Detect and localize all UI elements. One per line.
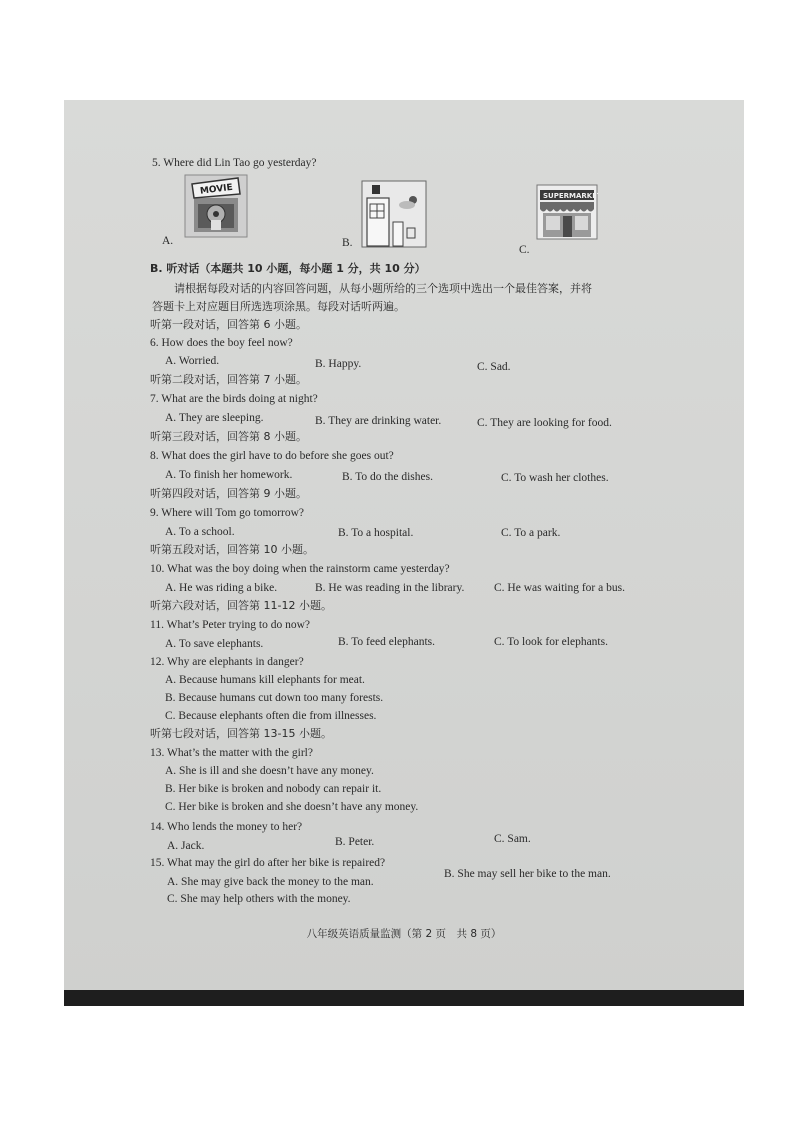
- dialogue-4-note: 听第四段对话，回答第 9 小题。: [150, 487, 307, 500]
- q8-option-b: B. To do the dishes.: [342, 471, 433, 483]
- q10-option-a: A. He was riding a bike.: [165, 582, 278, 594]
- q9-option-c: C. To a park.: [501, 527, 561, 539]
- svg-text:MOVIE: MOVIE: [199, 182, 234, 197]
- cinema-icon: [184, 174, 248, 238]
- option-a-label: A.: [162, 235, 174, 247]
- supermarket-icon: [536, 184, 598, 240]
- q7-option-c: C. They are looking for food.: [477, 417, 612, 429]
- q11-option-a: A. To save elephants.: [165, 638, 264, 650]
- q8-option-c: C. To wash her clothes.: [501, 472, 609, 484]
- question-13: 13. What’s the matter with the girl?: [150, 747, 313, 759]
- q9-option-b: B. To a hospital.: [338, 527, 414, 539]
- q15-option-c: C. She may help others with the money.: [167, 893, 351, 905]
- dialogue-6-note: 听第六段对话，回答第 11-12 小题。: [150, 599, 332, 612]
- question-11: 11. What’s Peter trying to do now?: [150, 619, 311, 631]
- question-12: 12. Why are elephants in danger?: [150, 656, 304, 668]
- q7-option-b: B. They are drinking water.: [315, 415, 442, 427]
- q11-option-b: B. To feed elephants.: [338, 636, 436, 648]
- question-10: 10. What was the boy doing when the rainstorm came yesterday?: [150, 563, 450, 575]
- dialogue-7-note: 听第七段对话，回答第 13-15 小题。: [150, 727, 332, 740]
- question-15: 15. What may the girl do after her bike is repaired?: [150, 857, 386, 869]
- exam-page: [64, 100, 744, 1006]
- question-7: 7. What are the birds doing at night?: [150, 393, 318, 405]
- q13-option-a: A. She is ill and she doesn’t have any money.: [165, 765, 374, 777]
- question-5: 5. Where did Lin Tao go yesterday?: [152, 157, 317, 169]
- scan-shadow-edge: [64, 990, 744, 1006]
- question-8: 8. What does the girl have to do before she goes out?: [150, 450, 394, 462]
- option-b-label: B.: [342, 237, 353, 249]
- q10-option-c: C. He was waiting for a bus.: [494, 582, 625, 594]
- question-6: 6. How does the boy feel now?: [150, 337, 293, 349]
- q12-option-c: C. Because elephants often die from illnesses.: [165, 710, 377, 722]
- q15-option-a: A. She may give back the money to the man.: [167, 876, 374, 888]
- dialogue-3-note: 听第三段对话，回答第 8 小题。: [150, 430, 307, 443]
- q10-option-b: B. He was reading in the library.: [315, 582, 465, 594]
- q14-option-b: B. Peter.: [335, 836, 375, 848]
- q11-option-c: C. To look for elephants.: [494, 636, 608, 648]
- q6-option-a: A. Worried.: [165, 355, 220, 367]
- q13-option-b: B. Her bike is broken and nobody can repair it.: [165, 783, 382, 795]
- option-c-label: C.: [519, 244, 530, 256]
- section-b-instructions-line1: 请根据每段对话的内容回答问题，从每小题所给的三个选项中选出一个最佳答案，并将: [174, 282, 592, 295]
- section-b-instructions-line2: 答题卡上对应题目所选选项涂黑。每段对话听两遍。: [152, 300, 405, 313]
- dialogue-5-note: 听第五段对话，回答第 10 小题。: [150, 543, 314, 556]
- q12-option-a: A. Because humans kill elephants for meat.: [165, 674, 365, 686]
- question-9: 9. Where will Tom go tomorrow?: [150, 507, 304, 519]
- section-b-heading: B. 听对话（本题共 10 小题，每小题 1 分，共 10 分）: [150, 262, 426, 275]
- q15-option-b: B. She may sell her bike to the man.: [444, 868, 611, 880]
- q14-option-c: C. Sam.: [494, 833, 531, 845]
- q8-option-a: A. To finish her homework.: [165, 469, 293, 481]
- q14-option-a: A. Jack.: [167, 840, 205, 852]
- dialogue-2-note: 听第二段对话，回答第 7 小题。: [150, 373, 307, 386]
- svg-text:SUPERMARKET: SUPERMARKET: [543, 192, 598, 200]
- q7-option-a: A. They are sleeping.: [165, 412, 264, 424]
- question-14: 14. Who lends the money to her?: [150, 821, 303, 833]
- dialogue-1-note: 听第一段对话，回答第 6 小题。: [150, 318, 307, 331]
- q9-option-a: A. To a school.: [165, 526, 235, 538]
- hospital-icon: [361, 180, 427, 248]
- q13-option-c: C. Her bike is broken and she doesn’t have any money.: [165, 801, 419, 813]
- q12-option-b: B. Because humans cut down too many forests.: [165, 692, 384, 704]
- q6-option-b: B. Happy.: [315, 358, 362, 370]
- page-footer: 八年级英语质量监测（第 2 页 共 8 页）: [306, 928, 502, 940]
- q6-option-c: C. Sad.: [477, 361, 511, 373]
